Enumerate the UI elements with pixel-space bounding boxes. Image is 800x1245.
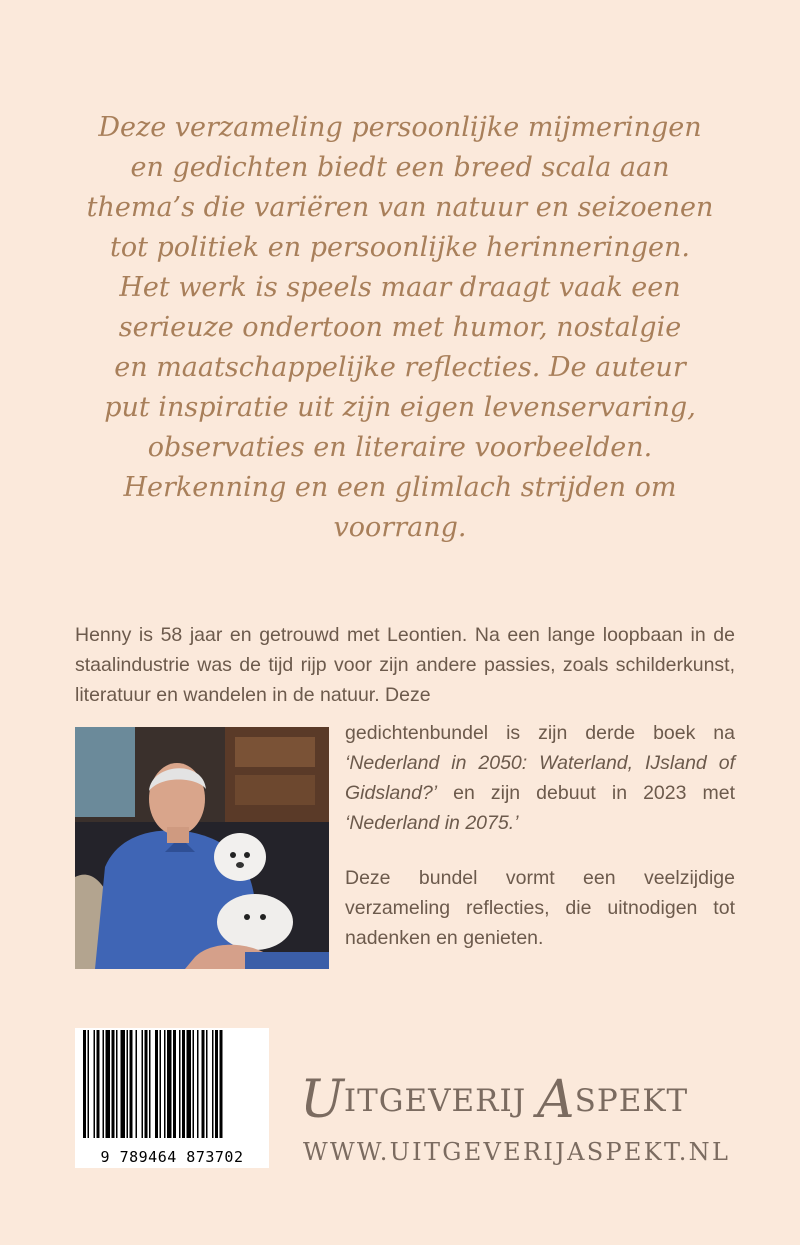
barcode-bar <box>215 1030 218 1138</box>
blurb-line: Het werk is speels maar draagt vaak een <box>119 272 681 303</box>
barcode-bar <box>212 1030 214 1138</box>
logo-initial: U <box>300 1070 344 1130</box>
barcode-bar <box>136 1030 138 1138</box>
blurb-line: en maatschappelijke reflecties. De auteur <box>114 352 686 383</box>
barcode-bar <box>116 1030 118 1138</box>
blurb-line: thema’s die variëren van natuur en seizoenen <box>86 192 714 223</box>
author-bio-intro <box>75 620 735 710</box>
blurb-line: put inspiratie uit zijn eigen levenservaring, <box>104 392 696 423</box>
barcode-bar <box>202 1030 205 1138</box>
barcode-bar <box>130 1030 133 1138</box>
logo-text: ITGEVERIJ <box>343 1083 538 1119</box>
barcode-bar <box>155 1030 158 1138</box>
barcode-bar <box>179 1030 181 1138</box>
barcode-bar <box>145 1030 148 1138</box>
barcode-bar <box>103 1030 105 1138</box>
barcode-bar <box>160 1030 162 1138</box>
barcode-bar <box>142 1030 144 1138</box>
barcode-bar <box>182 1030 185 1138</box>
barcode-bar <box>94 1030 96 1138</box>
author-photo-illustration <box>75 727 329 969</box>
publisher-logo <box>300 1070 695 1130</box>
barcode-bar <box>121 1030 126 1138</box>
blurb-line: voorrang. <box>333 512 467 543</box>
bio-text: en zijn debuut in 2023 met <box>437 782 735 804</box>
bio-text: gedichtenbundel is zijn derde boek na <box>345 722 735 744</box>
blurb-line: en gedichten biedt een breed scala aan <box>130 152 670 183</box>
barcode-bar <box>97 1030 100 1138</box>
barcode-bar <box>88 1030 90 1138</box>
barcode-bar <box>220 1030 223 1138</box>
barcode-bar <box>193 1030 195 1138</box>
isbn-barcode <box>75 1028 269 1168</box>
back-cover-blurb <box>60 108 740 548</box>
barcode-bar <box>187 1030 192 1138</box>
barcode-bar <box>127 1030 129 1138</box>
blurb-line: serieuze ondertoon met humor, nostalgie <box>118 312 682 343</box>
barcode-bar <box>149 1030 151 1138</box>
bio-paragraph: Henny is 58 jaar en getrouwd met Leontien. Na een lange loopbaan in de staalindustrie was de tijd rijp voor zijn andere passies, zoals schilderkunst, literatuur en wandelen in de natuur. Deze <box>75 624 735 706</box>
author-bio-side <box>345 718 735 953</box>
book-title: ‘Nederland in 2075.’ <box>345 812 519 834</box>
barcode-bar <box>197 1030 199 1138</box>
barcode-bar <box>173 1030 176 1138</box>
blurb-line: Herkenning en een glimlach strijden om <box>123 472 677 503</box>
barcode-bar <box>167 1030 172 1138</box>
blurb-line: observaties en literaire voorbeelden. <box>147 432 653 463</box>
barcode-bar <box>112 1030 115 1138</box>
logo-text: SPEKT <box>574 1083 689 1119</box>
barcode-bar <box>206 1030 208 1138</box>
bio-paragraph-books <box>345 718 735 838</box>
barcode-bar <box>164 1030 166 1138</box>
isbn-number: 9 789464 873702 <box>100 1148 244 1166</box>
barcode-bar <box>106 1030 111 1138</box>
book-title: ‘Nederland in 2050: Waterland, IJsland of Gidsland?’ <box>345 752 735 804</box>
author-photo <box>75 727 329 969</box>
barcode-bar <box>83 1030 86 1138</box>
bio-paragraph-summary: Deze bundel vormt een veelzijdige verzameling reflecties, die uitnodigen tot nadenken en genieten. <box>345 867 735 949</box>
blurb-line: Deze verzameling persoonlijke mijmeringen <box>98 112 702 143</box>
barcode-bars <box>83 1030 261 1140</box>
logo-initial: A <box>537 1070 575 1130</box>
blurb-line: tot politiek en persoonlijke herinneringen. <box>109 232 691 263</box>
publisher-website: WWW.UITGEVERIJASPEKT.NL <box>303 1138 731 1166</box>
